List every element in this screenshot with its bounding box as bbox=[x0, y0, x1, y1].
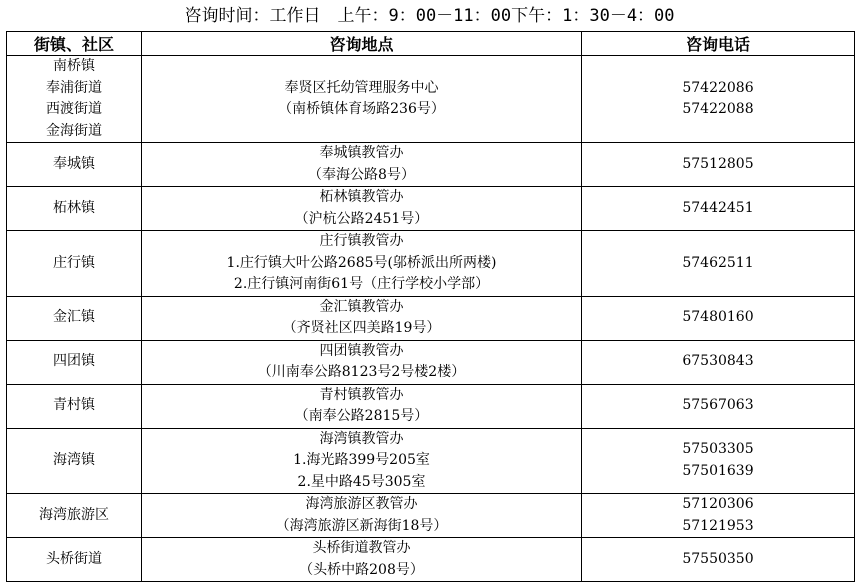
consultation-table bbox=[6, 31, 855, 582]
phone-line: 57462511 bbox=[682, 254, 754, 271]
phone-line: 57550350 bbox=[682, 550, 754, 567]
phone-line: 57120306 bbox=[682, 496, 754, 512]
table-row bbox=[7, 340, 855, 384]
location-cell bbox=[142, 340, 582, 384]
location-line: 青村镇教管办 bbox=[319, 386, 404, 403]
table-row bbox=[7, 187, 855, 231]
location-cell bbox=[142, 538, 582, 582]
district-cell bbox=[7, 296, 142, 340]
district-cell bbox=[7, 56, 142, 143]
table-body bbox=[7, 56, 855, 582]
location-line: （南桥镇体育场路236号） bbox=[278, 101, 445, 117]
district-line: 庄行镇 bbox=[53, 254, 95, 271]
district-cell bbox=[7, 428, 142, 494]
table-row bbox=[7, 428, 855, 494]
location-line: （头桥中路208号） bbox=[299, 561, 424, 578]
location-line: 庄行镇教管办 bbox=[319, 233, 404, 249]
phone-cell bbox=[582, 143, 855, 187]
phone-cell bbox=[582, 384, 855, 428]
location-line: （川南奉公路8123号2号楼2楼） bbox=[257, 364, 466, 380]
table-row bbox=[7, 538, 855, 582]
location-line: 2.星中路45号305室 bbox=[297, 473, 426, 490]
district-line: 四团镇 bbox=[53, 353, 95, 370]
location-line: 1.庄行镇大叶公路2685号(邬桥派出所两楼) bbox=[226, 254, 497, 271]
location-line: 海湾镇教管办 bbox=[319, 430, 404, 447]
table-row bbox=[7, 384, 855, 428]
header-location: 咨询地点 bbox=[142, 32, 582, 56]
location-cell bbox=[142, 56, 582, 143]
location-line: 海湾旅游区教管办 bbox=[305, 496, 418, 512]
phone-cell bbox=[582, 231, 855, 297]
location-cell bbox=[142, 296, 582, 340]
phone-line: 57503305 bbox=[682, 441, 754, 458]
location-line: 奉贤区托幼管理服务中心 bbox=[284, 79, 439, 96]
table-header-row bbox=[7, 32, 855, 56]
location-line: （南奉公路2815号） bbox=[294, 408, 429, 424]
phone-line: 57422088 bbox=[682, 101, 754, 117]
phone-cell bbox=[582, 296, 855, 340]
location-line: 四团镇教管办 bbox=[319, 342, 404, 359]
district-cell bbox=[7, 494, 142, 538]
district-line: 青村镇 bbox=[53, 397, 95, 414]
district-line: 海湾旅游区 bbox=[39, 506, 109, 523]
district-line: 奉浦街道 bbox=[46, 79, 102, 96]
location-cell bbox=[142, 231, 582, 297]
phone-cell bbox=[582, 538, 855, 582]
district-cell bbox=[7, 231, 142, 297]
district-cell bbox=[7, 384, 142, 428]
location-line: 1.海光路399号205室 bbox=[293, 452, 430, 468]
location-line: （沪杭公路2451号） bbox=[294, 210, 429, 227]
phone-line: 57512805 bbox=[682, 155, 754, 172]
location-cell bbox=[142, 384, 582, 428]
district-cell bbox=[7, 538, 142, 582]
location-line: 奉城镇教管办 bbox=[319, 145, 404, 161]
phone-cell bbox=[582, 494, 855, 538]
table-row bbox=[7, 231, 855, 297]
phone-line: 57442451 bbox=[682, 199, 754, 216]
district-line: 海湾镇 bbox=[53, 452, 95, 468]
district-line: 金海街道 bbox=[46, 122, 102, 139]
phone-line: 57121953 bbox=[682, 517, 754, 534]
location-line: 头桥街道教管办 bbox=[312, 540, 411, 556]
table-row bbox=[7, 56, 855, 143]
location-cell bbox=[142, 494, 582, 538]
location-cell bbox=[142, 143, 582, 187]
location-line: （奉海公路8号） bbox=[308, 166, 415, 183]
phone-line: 57422086 bbox=[682, 79, 754, 96]
phone-line: 67530843 bbox=[682, 353, 754, 370]
header-district: 街镇、社区 bbox=[7, 32, 142, 56]
phone-cell bbox=[582, 428, 855, 494]
district-line: 头桥街道 bbox=[46, 550, 102, 567]
district-cell bbox=[7, 340, 142, 384]
district-cell bbox=[7, 143, 142, 187]
district-line: 金汇镇 bbox=[53, 309, 95, 326]
location-line: 柘林镇教管办 bbox=[319, 189, 404, 205]
district-cell bbox=[7, 187, 142, 231]
phone-cell bbox=[582, 187, 855, 231]
phone-cell bbox=[582, 340, 855, 384]
header-phone: 咨询电话 bbox=[582, 32, 855, 56]
district-line: 奉城镇 bbox=[53, 155, 95, 172]
table-row bbox=[7, 494, 855, 538]
district-line: 柘林镇 bbox=[53, 199, 95, 216]
district-line: 南桥镇 bbox=[53, 58, 95, 74]
phone-line: 57501639 bbox=[682, 462, 754, 479]
phone-line: 57480160 bbox=[682, 309, 754, 326]
location-cell bbox=[142, 187, 582, 231]
phone-cell bbox=[582, 56, 855, 143]
table-row bbox=[7, 143, 855, 187]
district-line: 西渡街道 bbox=[46, 101, 102, 117]
phone-line: 57567063 bbox=[682, 397, 754, 414]
table-row bbox=[7, 296, 855, 340]
location-line: 2.庄行镇河南街61号（庄行学校小学部） bbox=[233, 276, 490, 292]
location-line: 金汇镇教管办 bbox=[319, 298, 404, 315]
consultation-hours-title: 咨询时间：工作日 上午：9：00－11：00下午：1：30－4：00 bbox=[184, 6, 675, 26]
location-line: （海湾旅游区新海街18号） bbox=[275, 517, 448, 534]
location-line: （齐贤社区四美路19号） bbox=[282, 320, 441, 336]
location-cell bbox=[142, 428, 582, 494]
